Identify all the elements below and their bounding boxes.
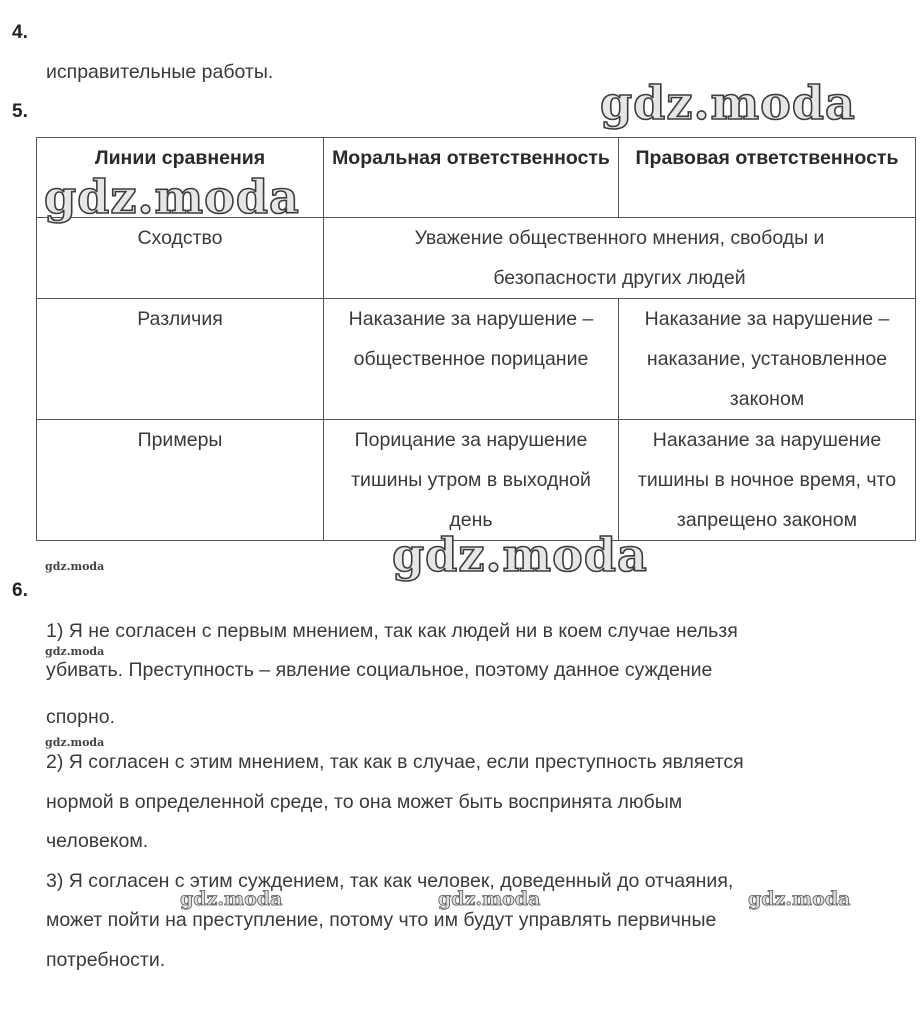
watermark-bottom-2: gdz.moda — [438, 888, 541, 910]
task-6-number: 6. — [12, 580, 28, 601]
task-6-line-7: 3) Я согласен с этим суждением, так как человек, доведенный до отчаяния, — [46, 870, 734, 892]
header-criteria: Линии сравнения — [37, 138, 324, 218]
watermark-small-2: gdz.moda — [45, 645, 105, 658]
watermark-small-3: gdz.moda — [45, 736, 105, 749]
task-6-line-5: нормой в определенной среде, то она может быть воспринята любым — [46, 791, 683, 813]
watermark-bottom-1: gdz.moda — [180, 888, 283, 910]
cell-differences-moral: Наказание за нарушение – общественное порицание — [324, 299, 619, 420]
task-6-line-2: убивать. Преступность – явление социальное, поэтому данное суждение — [46, 659, 713, 681]
row-label-differences: Различия — [37, 299, 324, 420]
watermark-small-1: gdz.moda — [45, 560, 105, 573]
cell-similarity: Уважение общественного мнения, свободы и безопасности других людей — [324, 218, 916, 299]
row-label-examples: Примеры — [37, 420, 324, 541]
task-6-line-9: потребности. — [46, 949, 166, 971]
task-4-number: 4. — [12, 22, 28, 43]
task-6-line-8: может пойти на преступление, потому что им будут управлять первичные — [46, 909, 717, 931]
header-legal: Правовая ответственность — [619, 138, 916, 218]
watermark-middle: gdz.moda — [392, 528, 648, 582]
watermark-bottom-3: gdz.moda — [748, 888, 851, 910]
row-label-similarity: Сходство — [37, 218, 324, 299]
task-6-line-1: 1) Я не согласен с первым мнением, так как людей ни в коем случае нельзя — [46, 620, 738, 642]
task-6-line-4: 2) Я согласен с этим мнением, так как в случае, если преступность является — [46, 751, 744, 773]
task-5-number: 5. — [12, 101, 28, 122]
header-moral: Моральная ответственность — [324, 138, 619, 218]
cell-examples-legal: Наказание за нарушение тишины в ночное время, что запрещено законом — [619, 420, 916, 541]
task-6-line-3: спорно. — [46, 706, 116, 728]
table-row-examples — [37, 420, 916, 541]
watermark-table: gdz.moda — [44, 170, 300, 224]
table-row-differences — [37, 299, 916, 420]
task-4-answer: исправительные работы. — [46, 61, 274, 83]
task-6-line-6: человеком. — [46, 830, 149, 852]
watermark-top: gdz.moda — [600, 76, 856, 130]
cell-examples-moral: Порицание за нарушение тишины утром в выходной день — [324, 420, 619, 541]
cell-differences-legal: Наказание за нарушение – наказание, установленное законом — [619, 299, 916, 420]
table-row-similarity — [37, 218, 916, 299]
